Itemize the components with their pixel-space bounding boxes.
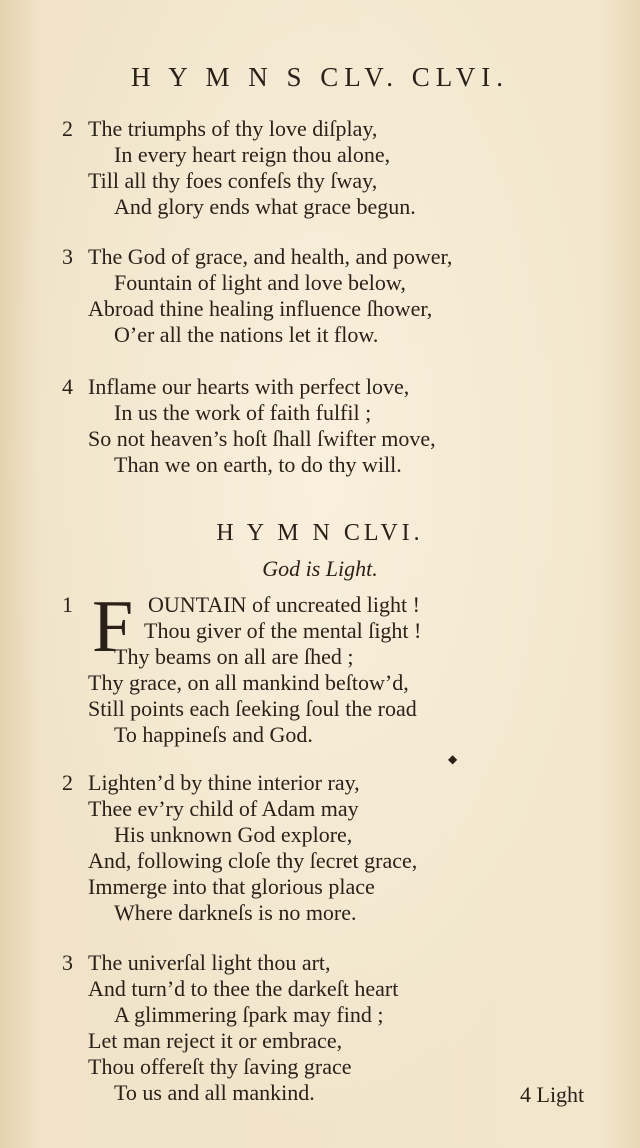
verse-line: In every heart reign thou alone, <box>114 142 391 167</box>
hymn-subtitle: God is Light. <box>262 556 378 581</box>
verse-line: Where darkneſs is no more. <box>114 900 357 925</box>
drop-cap: F <box>92 586 134 668</box>
running-head: H Y M N S CLV. CLVI. <box>130 62 510 92</box>
stanza-number: 2 <box>62 770 73 795</box>
ornament-icon: ◆ <box>448 752 458 766</box>
verse-line: And, following cloſe thy ſecret grace, <box>88 848 418 873</box>
verse-line: The univerſal light thou art, <box>88 950 331 975</box>
hymn-title: H Y M N CLVI. <box>216 520 424 546</box>
verse-line: His unknown God explore, <box>114 822 353 847</box>
verse-line: Fountain of light and love below, <box>114 270 406 295</box>
verse-line: Immerge into that glorious place <box>88 874 375 899</box>
verse-line: Still points each ſeeking ſoul the road <box>88 696 417 721</box>
stanza-number: 3 <box>62 244 73 269</box>
verse-line: The triumphs of thy love diſplay, <box>88 116 378 141</box>
verse-line: Thy beams on all are ſhed ; <box>114 644 354 669</box>
verse-line: Thee ev’ry child of Adam may <box>88 796 359 821</box>
verse-line: O’er all the nations let it flow. <box>114 322 379 347</box>
verse-line: In us the work of faith fulfil ; <box>114 400 372 425</box>
verse-line: To happineſs and God. <box>114 722 313 747</box>
verse-line: Abroad thine healing influence ſhower, <box>88 296 433 321</box>
verse-line: Thou giver of the mental ſight ! <box>144 618 422 643</box>
stanza-number: 2 <box>62 116 73 141</box>
verse-line: Inflame our hearts with perfect love, <box>88 374 410 399</box>
verse-line: Let man reject it or embrace, <box>88 1028 343 1053</box>
verse-line: Thou offereſt thy ſaving grace <box>88 1054 352 1079</box>
verse-line: So not heaven’s hoſt ſhall ſwifter move, <box>88 426 436 451</box>
stanza-number: 4 <box>62 374 73 399</box>
verse-line: A glimmering ſpark may find ; <box>114 1002 384 1027</box>
stanza-number: 1 <box>62 592 73 617</box>
verse-line: Thy grace, on all mankind beſtow’d, <box>88 670 409 695</box>
catchword: 4 Light <box>520 1082 585 1107</box>
verse-line: And glory ends what grace begun. <box>114 194 416 219</box>
verse-line: OUNTAIN of uncreated light ! <box>148 592 420 617</box>
verse-line: Than we on earth, to do thy will. <box>114 452 402 477</box>
verse-line: To us and all mankind. <box>114 1080 315 1105</box>
verse-line: The God of grace, and health, and power, <box>88 244 453 269</box>
verse-line: Lighten’d by thine interior ray, <box>88 770 360 795</box>
verse-line: Till all thy foes confeſs thy ſway, <box>88 168 378 193</box>
stanza-number: 3 <box>62 950 73 975</box>
verse-line: And turn’d to thee the darkeſt heart <box>88 976 399 1001</box>
